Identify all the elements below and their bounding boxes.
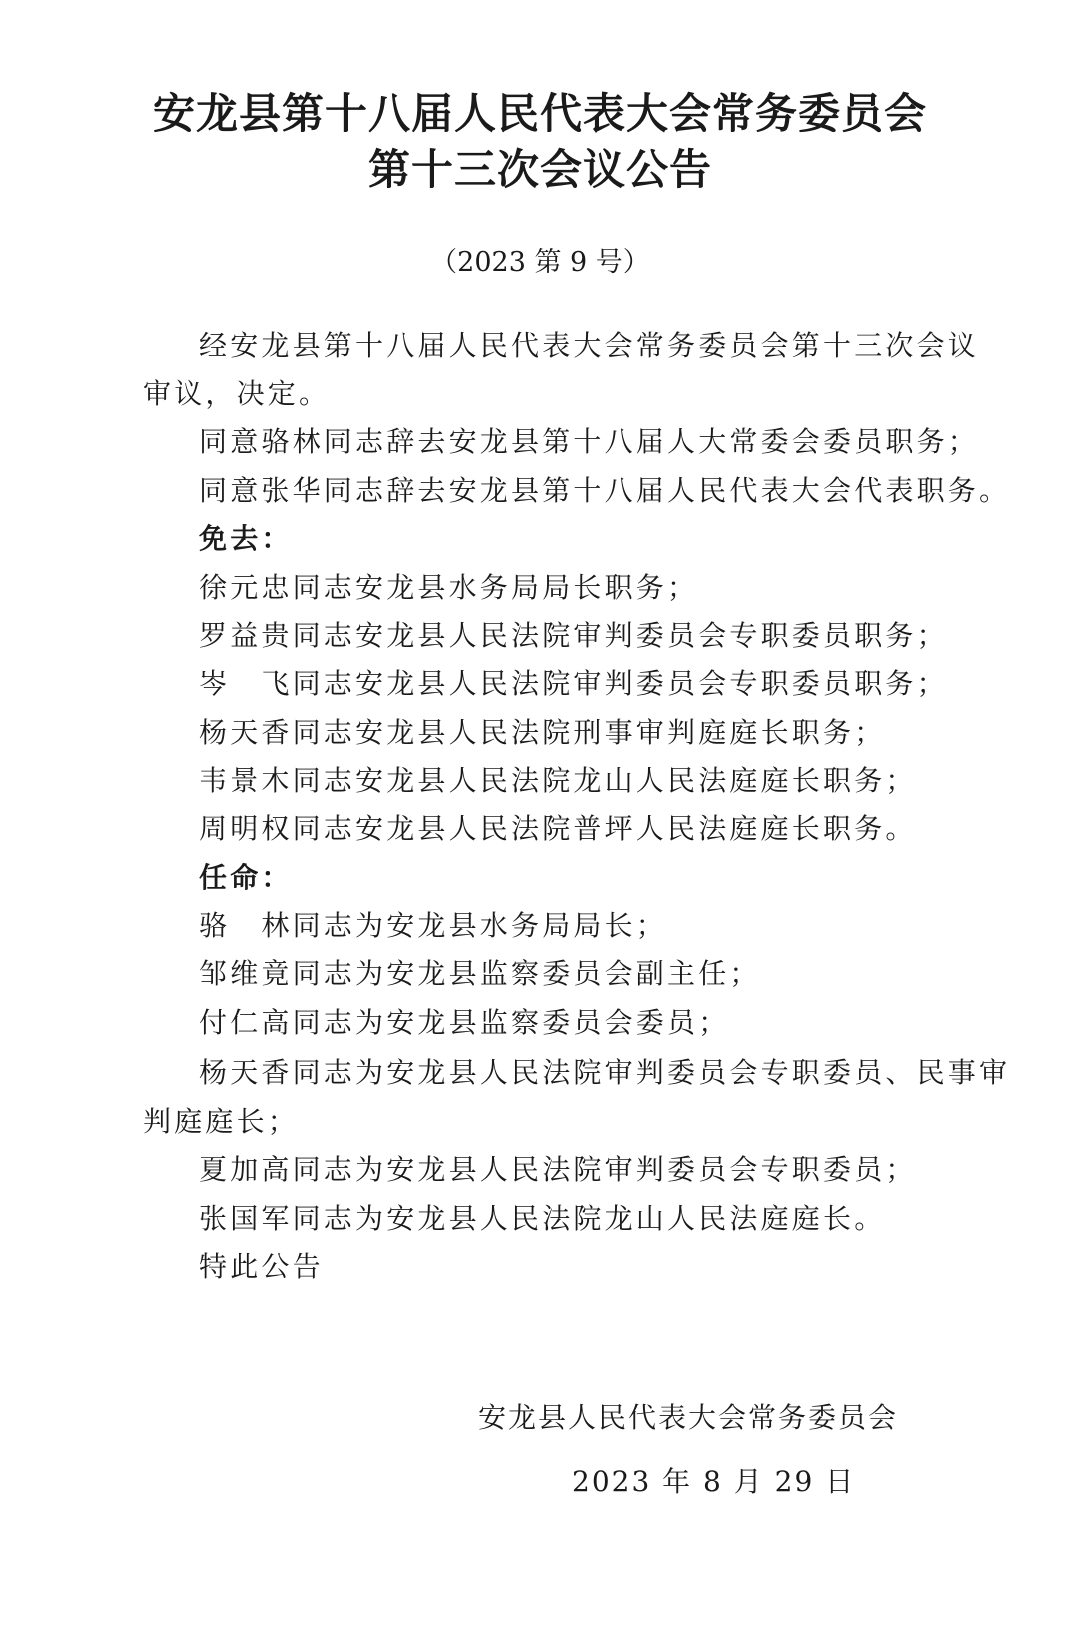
dismissal-item: 周明权同志安龙县人民法院普坪人民法庭庭长职务。	[199, 812, 917, 845]
appointment-item: 骆 林同志为安龙县水务局局长；	[199, 909, 668, 942]
appointment-item: 夏加高同志为安龙县人民法院审判委员会专职委员；	[199, 1153, 917, 1186]
appointment-item: 付仁高同志为安龙县监察委员会委员；	[199, 1006, 730, 1039]
closing-text: 特此公告	[199, 1250, 324, 1283]
dismissal-item: 杨天香同志安龙县人民法院刑事审判庭庭长职务；	[199, 716, 886, 749]
appointment-item: 邹维竟同志为安龙县监察委员会副主任；	[199, 957, 761, 990]
approval-item: 同意骆林同志辞去安龙县第十八届人大常委会委员职务；	[199, 425, 980, 458]
dismissal-item: 徐元忠同志安龙县水务局局长职务；	[199, 571, 699, 604]
dismissal-item: 罗益贵同志安龙县人民法院审判委员会专职委员职务；	[199, 619, 948, 652]
issuer-signature: 安龙县人民代表大会常务委员会	[478, 1401, 899, 1434]
appointment-item: 张国军同志为安龙县人民法院龙山人民法庭庭长。	[199, 1202, 886, 1235]
intro-line1: 经安龙县第十八届人民代表大会常务委员会第十三次会议	[199, 329, 980, 362]
intro-line2: 审议，决定。	[143, 377, 331, 410]
appointment-item: 杨天香同志为安龙县人民法院审判委员会专职委员、民事审	[199, 1056, 1011, 1089]
appoint-heading: 任命：	[199, 861, 293, 894]
approval-item: 同意张华同志辞去安龙县第十八届人民代表大会代表职务。	[199, 474, 1011, 507]
appointment-item-continued: 判庭庭长；	[143, 1105, 300, 1138]
document-number: （2023 第 9 号）	[430, 247, 650, 278]
notice-title-line1: 安龙县第十八届人民代表大会常务委员会	[152, 89, 927, 138]
dismissal-item: 韦景木同志安龙县人民法院龙山人民法庭庭长职务；	[199, 764, 917, 797]
dismissal-item: 岑 飞同志安龙县人民法院审判委员会专职委员职务；	[199, 667, 948, 700]
dismiss-heading: 免去：	[199, 522, 293, 555]
issue-date: 2023 年 8 月 29 日	[572, 1465, 856, 1498]
notice-title-line2: 第十三次会议公告	[367, 145, 712, 194]
